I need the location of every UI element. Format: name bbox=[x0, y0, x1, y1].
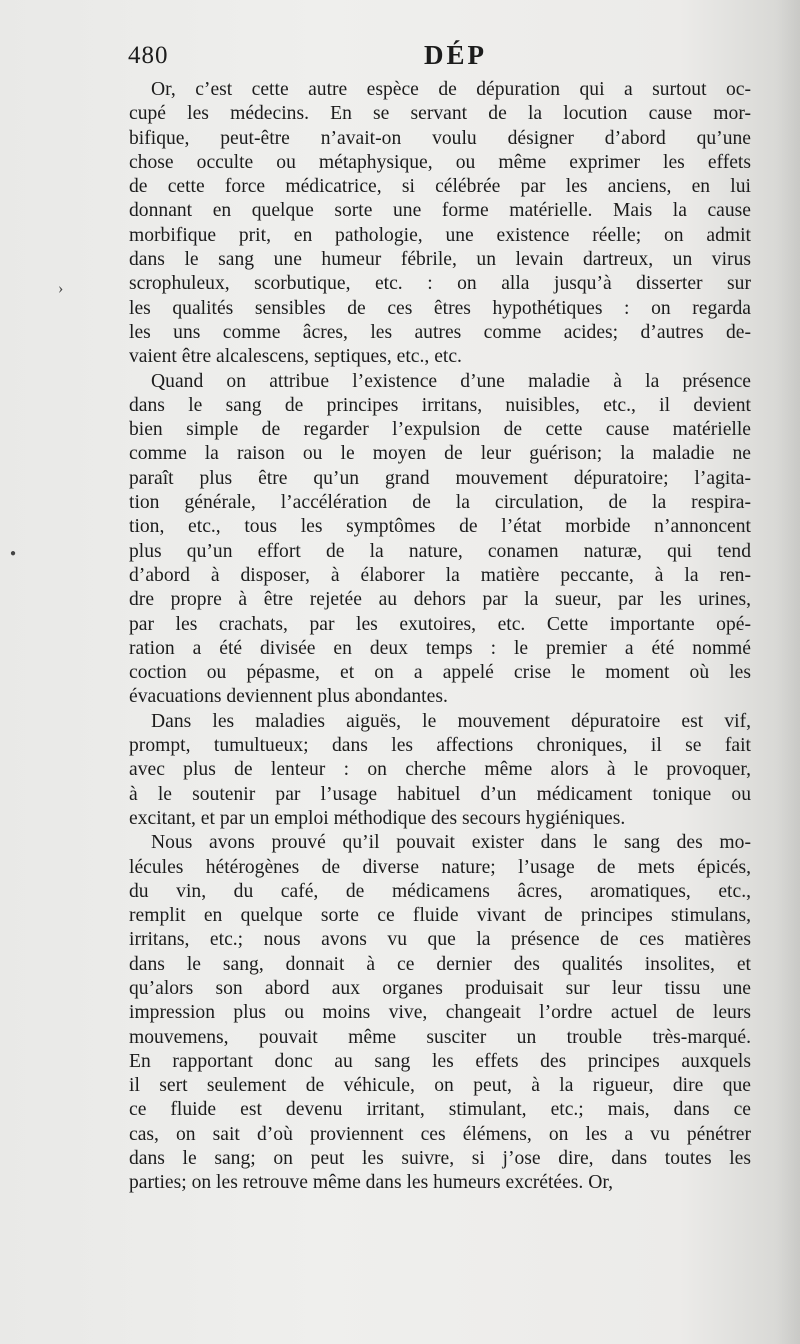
text-line: Dans les maladies aiguës, le mouvement dépuratoire est vif, bbox=[151, 710, 751, 732]
text-line: parties; on les retrouve même dans les humeurs excrétées. Or, bbox=[129, 1172, 613, 1194]
text-line: tion, etc., tous les symptômes de l’état morbide n’annoncent bbox=[129, 516, 751, 538]
text-line: dans le sang; on peut les suivre, si j’ose dire, dans toutes les bbox=[129, 1148, 751, 1170]
text-line: mouvemens, pouvait même susciter un trouble très-marqué. bbox=[129, 1026, 751, 1048]
text-line: cas, on sait d’où proviennent ces élémens, on les a vu pénétrer bbox=[129, 1123, 751, 1145]
text-line: avec plus de lenteur : on cherche même alors à le provoquer, bbox=[129, 759, 751, 781]
paragraph bbox=[129, 78, 751, 370]
text-line: dre propre à être rejetée au dehors par la sueur, par les urines, bbox=[129, 589, 751, 611]
text-line: du vin, du café, de médicamens âcres, aromatiques, etc., bbox=[129, 880, 751, 902]
running-head: DÉP bbox=[424, 40, 487, 70]
text-line: les uns comme âcres, les autres comme acides; d’autres de- bbox=[129, 321, 751, 343]
text-line: excitant, et par un emploi méthodique des secours hygiéniques. bbox=[129, 807, 626, 829]
page-header bbox=[128, 42, 750, 76]
text-line: Quand on attribue l’existence d’une maladie à la présence bbox=[151, 370, 751, 392]
text-line: dans le sang une humeur fébrile, un levain dartreux, un virus bbox=[129, 249, 751, 271]
text-line: il sert seulement de véhicule, on peut, à la rigueur, dire que bbox=[129, 1075, 751, 1097]
margin-dot: ● bbox=[10, 548, 17, 559]
text-line: plus qu’un effort de la nature, conamen naturæ, qui tend bbox=[129, 540, 751, 562]
text-line: chose occulte ou métaphysique, ou même exprimer les effets bbox=[129, 151, 751, 173]
text-line: irritans, etc.; nous avons vu que la présence de ces matières bbox=[129, 929, 751, 951]
text-line: lécules hétérogènes de diverse nature; l’usage de mets épicés, bbox=[129, 856, 751, 878]
text-line: impression plus ou moins vive, changeait l’ordre actuel de leurs bbox=[129, 1002, 751, 1024]
text-line: dans le sang, donnait à ce dernier des qualités insolites, et bbox=[129, 953, 751, 975]
body-text bbox=[129, 78, 751, 1196]
text-line: prompt, tumultueux; dans les affections chroniques, il se fait bbox=[129, 735, 751, 757]
paragraph bbox=[129, 370, 751, 710]
text-line: coction ou pépasme, et on a appelé crise le moment où les bbox=[129, 662, 751, 684]
paragraph bbox=[129, 831, 751, 1195]
text-line: d’abord à disposer, à élaborer la matière peccante, à la ren- bbox=[129, 564, 751, 586]
text-line: ration a été divisée en deux temps : le premier a été nommé bbox=[129, 637, 751, 659]
text-line: à le soutenir par l’usage habituel d’un médicament tonique ou bbox=[129, 783, 751, 805]
paragraph bbox=[129, 710, 751, 831]
text-line: par les crachats, par les exutoires, etc. Cette importante opé- bbox=[129, 613, 751, 635]
text-line: cupé les médecins. En se servant de la locution cause mor- bbox=[129, 103, 751, 125]
text-line: de cette force médicatrice, si célébrée par les anciens, en lui bbox=[129, 176, 751, 198]
text-line: scrophuleux, scorbutique, etc. : on alla jusqu’à disserter sur bbox=[129, 273, 751, 295]
text-line: évacuations deviennent plus abondantes. bbox=[129, 686, 448, 708]
text-line: donnant en quelque sorte une forme matérielle. Mais la cause bbox=[129, 200, 751, 222]
text-line: vaient être alcalescens, septiques, etc., etc. bbox=[129, 346, 462, 368]
text-line: les qualités sensibles de ces êtres hypothétiques : on regarda bbox=[129, 297, 751, 319]
text-line: Nous avons prouvé qu’il pouvait exister dans le sang des mo- bbox=[151, 832, 751, 854]
text-line: En rapportant donc au sang les effets des principes auxquels bbox=[129, 1050, 751, 1072]
text-line: qu’alors son abord aux organes produisait sur leur tissu une bbox=[129, 977, 751, 999]
page-number: 480 bbox=[128, 42, 169, 69]
text-line: ce fluide est devenu irritant, stimulant, etc.; mais, dans ce bbox=[129, 1099, 751, 1121]
text-line: Or, c’est cette autre espèce de dépuration qui a surtout oc- bbox=[151, 79, 751, 100]
text-line: dans le sang de principes irritans, nuisibles, etc., il devient bbox=[129, 394, 751, 416]
margin-mark: › bbox=[58, 280, 64, 297]
text-line: tion générale, l’accélération de la circulation, de la respira- bbox=[129, 492, 751, 514]
text-line: bifique, peut-être n’avait-on voulu désigner d’abord qu’une bbox=[129, 127, 751, 149]
text-line: comme la raison ou le moyen de leur guérison; la maladie ne bbox=[129, 443, 751, 465]
text-line: paraît plus être qu’un grand mouvement dépuratoire; l’agita- bbox=[129, 467, 751, 489]
text-line: bien simple de regarder l’expulsion de cette cause matérielle bbox=[129, 419, 751, 441]
text-line: remplit en quelque sorte ce fluide vivant de principes stimulans, bbox=[129, 905, 751, 927]
text-line: morbifique prit, en pathologie, une existence réelle; on admit bbox=[129, 224, 751, 246]
